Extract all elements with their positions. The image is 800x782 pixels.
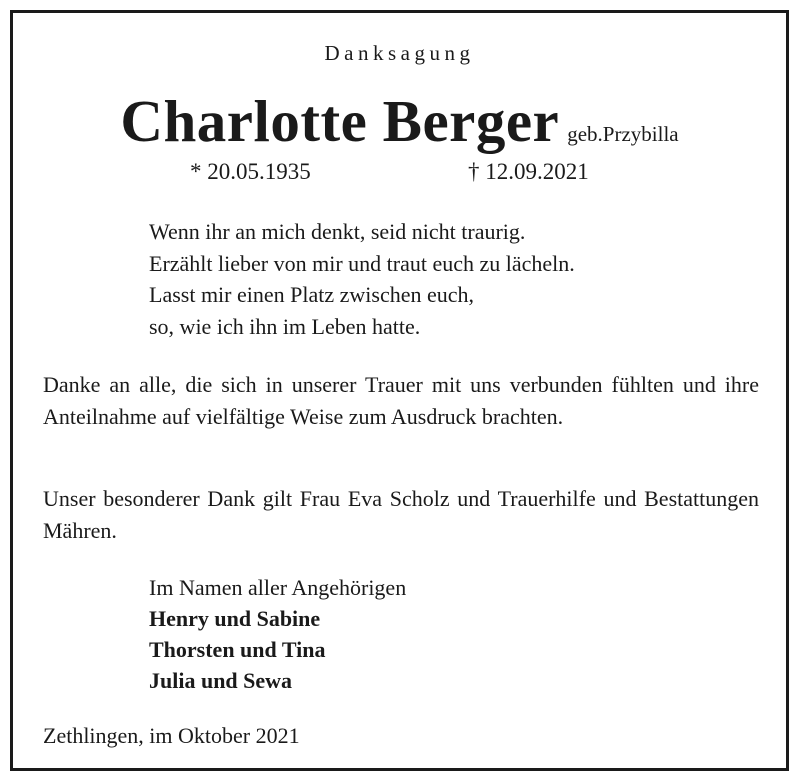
death-date: † 12.09.2021 <box>468 159 589 184</box>
signer-name: Thorsten und Tina <box>149 637 326 662</box>
signoff-intro: Im Namen aller Angehörigen <box>149 575 407 600</box>
signer-name: Julia und Sewa <box>149 668 293 693</box>
poem <box>149 216 575 342</box>
maiden-name: geb.Przybilla <box>567 122 679 146</box>
deceased-name-line <box>13 87 786 156</box>
poem-line: so, wie ich ihn im Leben hatte. <box>149 313 421 339</box>
birth-date: * 20.05.1935 <box>190 159 311 184</box>
obituary-notice <box>10 10 789 771</box>
poem-line: Erzählt lieber von mir und traut euch zu lächeln. <box>149 250 575 276</box>
poem-line: Wenn ihr an mich denkt, seid nicht traurig. <box>149 219 526 244</box>
signer-name: Henry und Sabine <box>149 606 321 631</box>
place-date: Zethlingen, im Oktober 2021 <box>43 723 300 748</box>
signoff <box>149 572 406 696</box>
thanks-paragraph: Danke an alle, die sich in unserer Trauer mit uns verbunden fühlten und ihre Anteilnahme auf vielfältige Weise zum Ausdruck brachten. <box>43 372 759 429</box>
deceased-name: Charlotte Berger <box>120 88 560 154</box>
notice-heading: Danksagung <box>324 41 475 65</box>
poem-line: Lasst mir einen Platz zwischen euch, <box>149 282 475 307</box>
special-thanks-paragraph: Unser besonderer Dank gilt Frau Eva Scholz und Trauerhilfe und Bestattungen Mähren. <box>43 486 759 543</box>
